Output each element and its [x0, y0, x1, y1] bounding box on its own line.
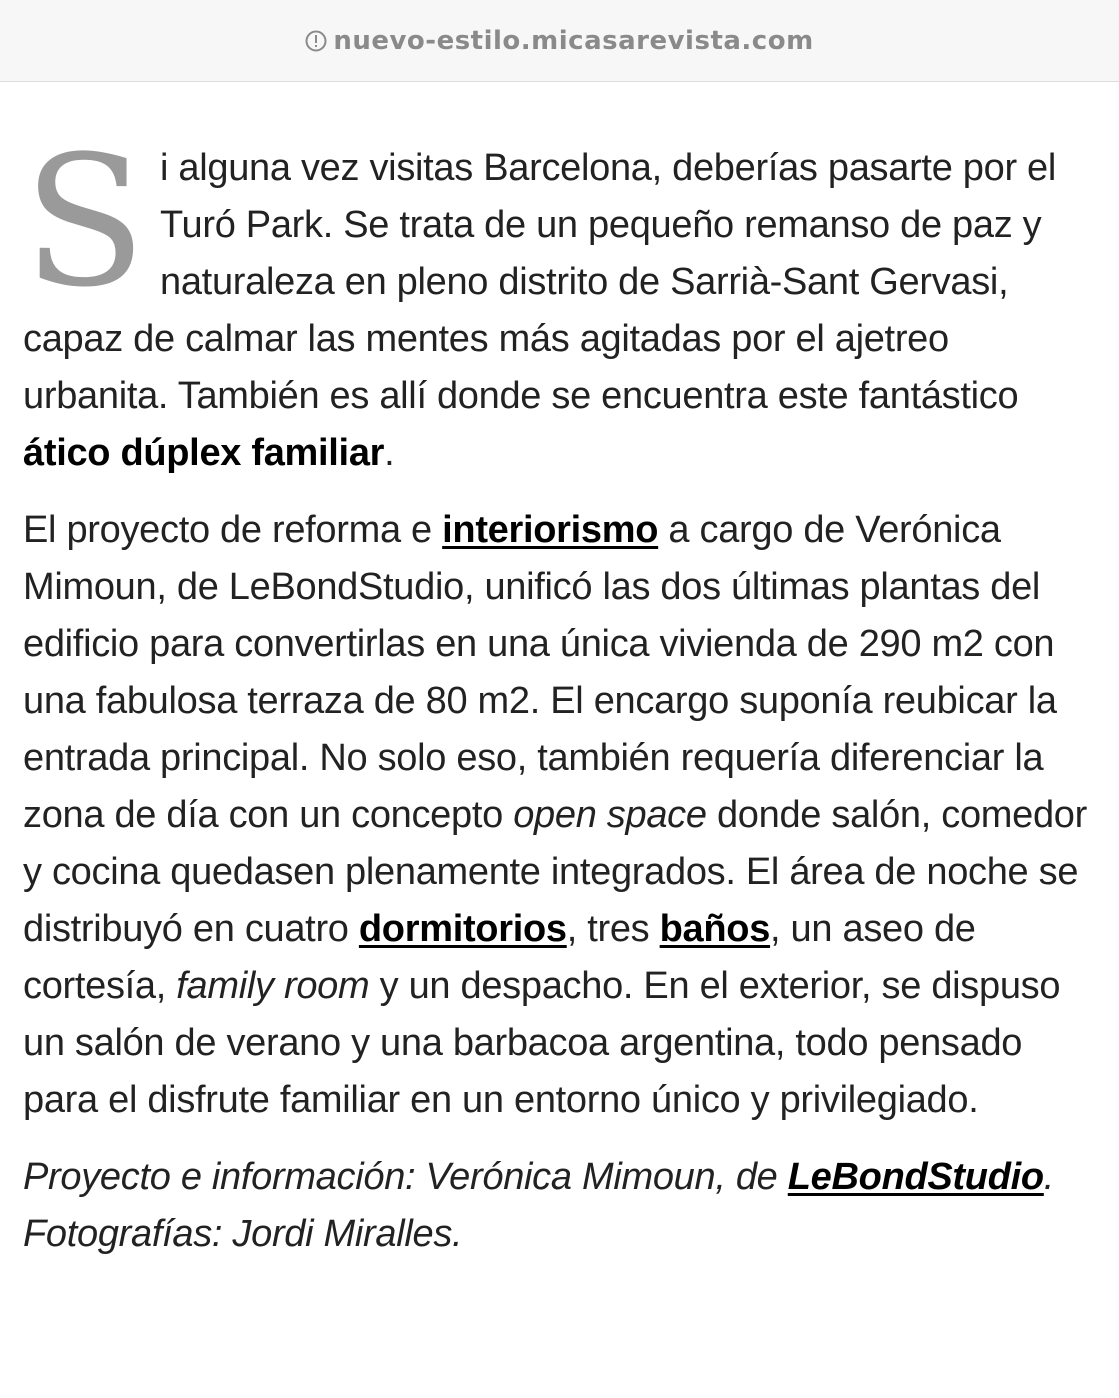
project-paragraph [23, 502, 1103, 1129]
article-body [23, 118, 1103, 1283]
link-lebondstudio[interactable]: LeBondStudio [787, 1156, 1044, 1198]
paragraph-text: donde salón, comedor y cocina quedasen plenamente integrados. El área de noche se distribuyó en cuatro [23, 794, 1087, 950]
paragraph-text: y un despacho. En el exterior, se dispuso un salón de verano y una barbacoa argentina, todo pensado para el disfrute familiar en un entorno único y privilegiado. [23, 965, 1061, 1121]
credits-text: Proyecto e información: Verónica Mimoun, de [23, 1156, 788, 1198]
dropcap-letter: S [23, 118, 147, 327]
intro-paragraph [23, 118, 1103, 482]
paragraph-text: , un aseo de cortesía, [23, 908, 976, 1007]
paragraph-text: , tres [566, 908, 660, 950]
url-display[interactable] [305, 26, 813, 56]
credits-text: . Fotografías: Jordi Miralles. [23, 1156, 1055, 1255]
paragraph-text: El proyecto de reforma e [23, 509, 443, 551]
info-circle-icon[interactable] [305, 30, 327, 52]
italic-term: open space [513, 794, 707, 836]
link-interiorismo[interactable]: interiorismo [442, 509, 659, 551]
italic-term: family room [176, 965, 370, 1007]
paragraph-text: . [384, 432, 395, 474]
browser-address-bar[interactable] [0, 0, 1119, 82]
highlight-bold-text: ático dúplex familiar [23, 432, 385, 474]
paragraph-text: i alguna vez visitas Barcelona, deberías pasarte por el Turó Park. Se trata de un pequeño remanso de paz y naturaleza en pleno distrito de Sarrià-Sant Gervasi, capaz de calmar las mentes más agitadas por el ajetreo urbanita. También es allí donde se encuentra este fantástico [23, 147, 1057, 417]
credits-paragraph [23, 1149, 1103, 1263]
url-text: nuevo-estilo.micasarevista.com [333, 25, 814, 56]
link-banos[interactable]: baños [659, 908, 771, 950]
link-dormitorios[interactable]: dormitorios [358, 908, 567, 950]
paragraph-text: a cargo de Verónica Mimoun, de LeBondStudio, unificó las dos últimas plantas del edificio para convertirlas en una única vivienda de 290 m2 con una fabulosa terraza de 80 m2. El encargo suponía reubicar la entrada principal. No solo eso, también requería diferenciar la zona de día con un concepto [23, 509, 1057, 836]
